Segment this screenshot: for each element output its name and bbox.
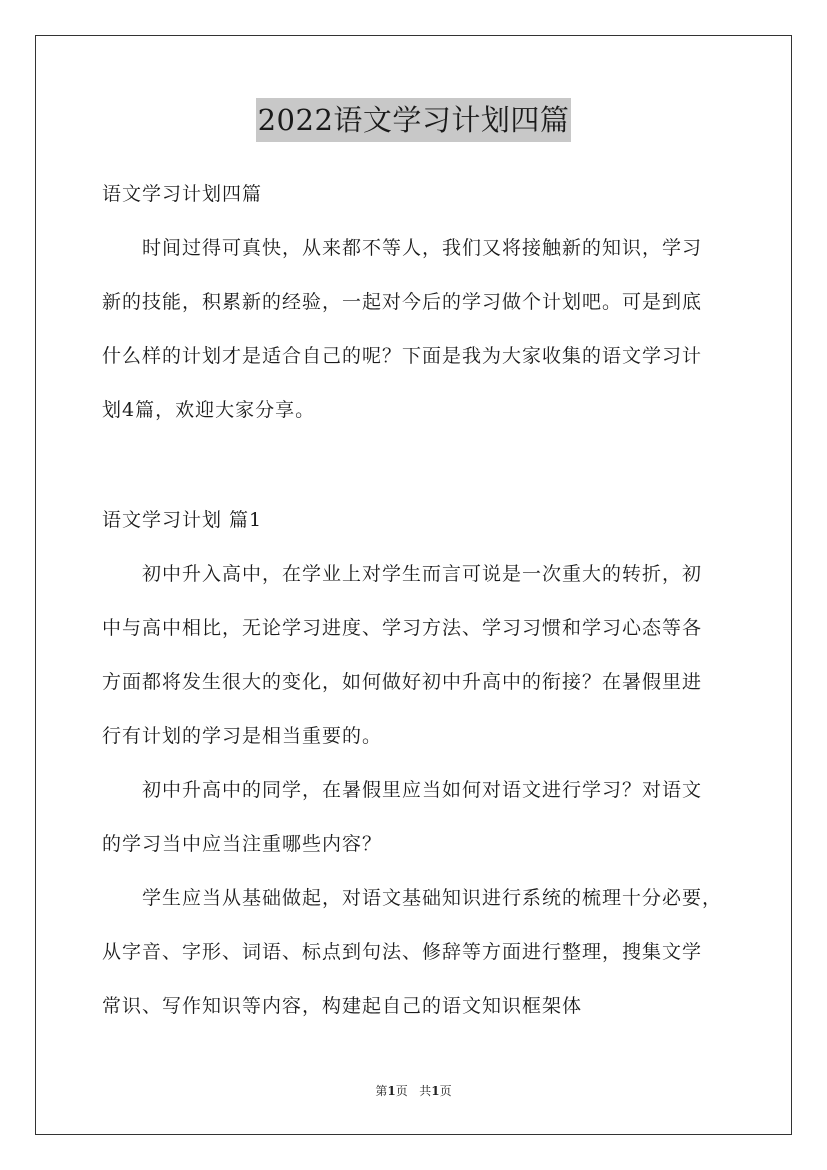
intro-line: 新的技能，积累新的经验，一起对今后的学习做个计划吧。可是到底 xyxy=(102,291,703,313)
paragraph-line: 从字音、字形、词语、标点到句法、修辞等方面进行整理，搜集文学 xyxy=(102,941,703,963)
page-suffix: 页 xyxy=(395,1084,408,1098)
title-container xyxy=(0,98,827,142)
total-suffix: 页 xyxy=(439,1084,452,1098)
page-footer xyxy=(0,1082,827,1099)
paragraph-line: 的学习当中应当注重哪些内容？ xyxy=(102,833,383,855)
paragraph-line: 方面都将发生很大的变化，如何做好初中升高中的衔接？在暑假里进 xyxy=(102,671,703,693)
document-body xyxy=(102,177,726,1043)
subtitle: 语文学习计划四篇 xyxy=(102,183,263,205)
total-pages: 1 xyxy=(431,1084,440,1098)
paragraph-line: 中与高中相比，无论学习进度、学习方法、学习习惯和学习心态等各 xyxy=(102,617,703,639)
paragraph-line: 行有计划的学习是相当重要的。 xyxy=(102,725,383,747)
document-title: 2022语文学习计划四篇 xyxy=(256,98,572,142)
section-gap xyxy=(102,447,726,503)
page-number: 1 xyxy=(387,1084,396,1098)
paragraph-line: 初中升高中的同学，在暑假里应当如何对语文进行学习？对语文 xyxy=(142,779,703,801)
paragraph-line: 常识、写作知识等内容，构建起自己的语文知识框架体 xyxy=(102,995,583,1017)
intro-line: 划4篇，欢迎大家分享。 xyxy=(102,399,316,421)
page-prefix: 第 xyxy=(375,1084,388,1098)
paragraph-line: 学生应当从基础做起，对语文基础知识进行系统的梳理十分必要， xyxy=(142,887,723,909)
intro-line: 什么样的计划才是适合自己的呢？下面是我为大家收集的语文学习计 xyxy=(102,345,703,367)
paragraph-line: 初中升入高中，在学业上对学生而言可说是一次重大的转折，初 xyxy=(142,563,703,585)
intro-line: 时间过得可真快，从来都不等人，我们又将接触新的知识，学习 xyxy=(142,237,703,259)
section-heading: 语文学习计划 篇1 xyxy=(102,509,263,531)
total-prefix: 共 xyxy=(419,1084,432,1098)
